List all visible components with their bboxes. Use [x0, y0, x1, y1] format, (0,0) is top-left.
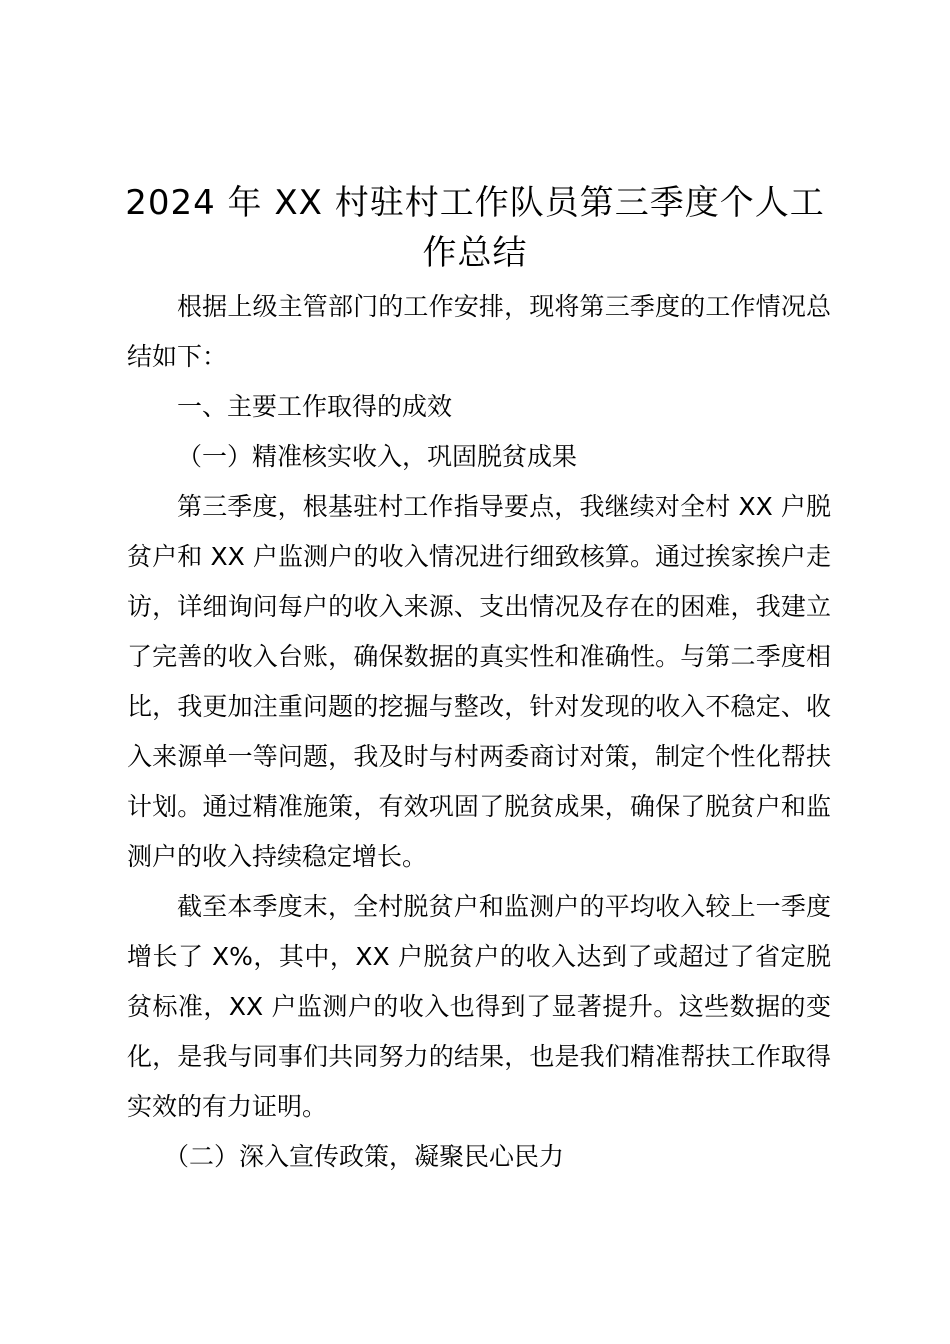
- document-title: [110, 178, 840, 278]
- body-paragraph-income-verification: 第三季度，根基驻村工作指导要点，我继续对全村 XX 户脱贫户和 XX 户监测户的收入情况进行细致核算。通过挨家挨户走访，详细询问每户的收入来源、支出情况及存在的困难，我建立了完善的收入台账，确保数据的真实性和准确性。与第二季度相比，我更加注重问题的挖掘与整改，针对发现的收入不稳定、收入来源单一等问题，我及时与村两委商讨对策，制定个性化帮扶计划。通过精准施策，有效巩固了脱贫成果，确保了脱贫户和监测户的收入持续稳定增长。: [127, 492, 831, 871]
- document-body: [127, 282, 831, 1182]
- body-paragraph-income-results: 截至本季度末，全村脱贫户和监测户的平均收入较上一季度增长了 X%，其中，XX 户脱贫户的收入达到了或超过了省定脱贫标准，XX 户监测户的收入也得到了显著提升。这些数据的变化，是我与同事们共同努力的结果，也是我们精准帮扶工作取得实效的有力证明。: [127, 892, 831, 1121]
- title-line-1: 2024 年 XX 村驻村工作队员第三季度个人工: [125, 183, 825, 223]
- intro-paragraph: 根据上级主管部门的工作安排，现将第三季度的工作情况总结如下：: [127, 292, 831, 371]
- subsection-heading-income-verification: （一）精准核实收入，巩固脱贫成果: [177, 442, 578, 471]
- title-line-2: 作总结: [422, 233, 528, 273]
- subsection-heading-policy-promotion: （二）深入宣传政策，凝聚民心民力: [164, 1142, 565, 1171]
- section-heading-main-achievements: 一、主要工作取得的成效: [177, 392, 453, 421]
